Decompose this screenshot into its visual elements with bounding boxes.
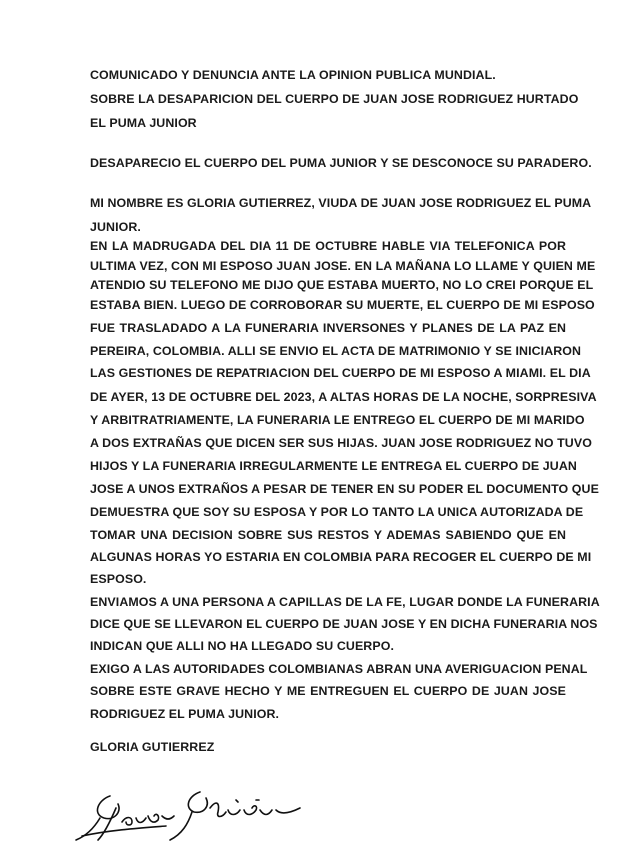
body-line: DE AYER, 13 DE OCTUBRE DEL 2023, A ALTAS HORAS DE LA NOCHE, SORPRESIVA [90,390,597,404]
subheading: DESAPARECIO EL CUERPO DEL PUMA JUNIOR Y SE DESCONOCE SU PARADERO. [90,156,592,170]
body-line: HIJOS Y LA FUNERARIA IRREGULARMENTE LE ENTREGA EL CUERPO DE JUAN [90,459,577,473]
body-line: ALGUNAS HORAS YO ESTARIA EN COLOMBIA PARA RECOGER EL CUERPO DE MI [90,550,592,564]
body-line: DEMUESTRA QUE SOY SU ESPOSA Y POR LO TANTO LA UNICA AUTORIZADA DE [90,505,584,519]
body-line: EN LA MADRUGADA DEL DIA 11 DE OCTUBRE HABLE VIA TELEFONICA POR [90,239,566,253]
handwritten-signature [70,778,310,848]
body-line: ULTIMA VEZ, CON MI ESPOSO JUAN JOSE. EN LA MAÑANA LO LLAME Y QUIEN ME [90,259,596,273]
body-line: ESPOSO. [90,572,147,586]
signer-name: GLORIA GUTIERREZ [90,740,215,754]
body-line: MI NOMBRE ES GLORIA GUTIERREZ, VIUDA DE JUAN JOSE RODRIGUEZ EL PUMA [90,196,592,210]
body-line: RODRIGUEZ EL PUMA JUNIOR. [90,707,280,721]
body-line: FUE TRASLADADO A LA FUNERARIA INVERSONES Y PLANES DE LA PAZ EN [90,321,566,335]
body-line: ENVIAMOS A UNA PERSONA A CAPILLAS DE LA FE, LUGAR DONDE LA FUNERARIA [90,595,600,609]
body-line: Y ARBITRATRIAMENTE, LA FUNERARIA LE ENTREGO EL CUERPO DE MI MARIDO [90,413,585,427]
body-line: INDICAN QUE ALLI NO HA LLEGADO SU CUERPO. [90,639,395,653]
body-line: JOSE A UNOS EXTRAÑOS A PESAR DE TENER EN SU PODER EL DOCUMENTO QUE [90,482,599,496]
body-line: ESTABA BIEN. LUEGO DE CORROBORAR SU MUERTE, EL CUERPO DE MI ESPOSO [90,298,595,312]
body-line: PEREIRA, COLOMBIA. ALLI SE ENVIO EL ACTA DE MATRIMONIO Y SE INICIARON [90,344,582,358]
body-line: EXIGO A LAS AUTORIDADES COLOMBIANAS ABRAN UNA AVERIGUACION PENAL [90,662,588,676]
body-line: ATENDIO SU TELEFONO ME DIJO QUE ESTABA MUERTO, NO LO CREI PORQUE EL [90,278,594,292]
body-line: LAS GESTIONES DE REPATRIACION DEL CUERPO DE MI ESPOSO A MIAMI. EL DIA [90,366,591,380]
heading-line-1: COMUNICADO Y DENUNCIA ANTE LA OPINION PUBLICA MUNDIAL. [90,68,496,82]
body-line: JUNIOR. [90,220,141,234]
heading-line-3: EL PUMA JUNIOR [90,116,197,130]
body-line: DICE QUE SE LLEVARON EL CUERPO DE JUAN JOSE Y EN DICHA FUNERARIA NOS [90,617,598,631]
body-line: A DOS EXTRAÑAS QUE DICEN SER SUS HIJAS. JUAN JOSE RODRIGUEZ NO TUVO [90,436,592,450]
body-line: SOBRE ESTE GRAVE HECHO Y ME ENTREGUEN EL CUERPO DE JUAN JOSE [90,684,566,698]
heading-line-2: SOBRE LA DESAPARICION DEL CUERPO DE JUAN JOSE RODRIGUEZ HURTADO [90,92,579,106]
body-line: TOMAR UNA DECISION SOBRE SUS RESTOS Y ADEMAS SABIENDO QUE EN [90,528,566,542]
